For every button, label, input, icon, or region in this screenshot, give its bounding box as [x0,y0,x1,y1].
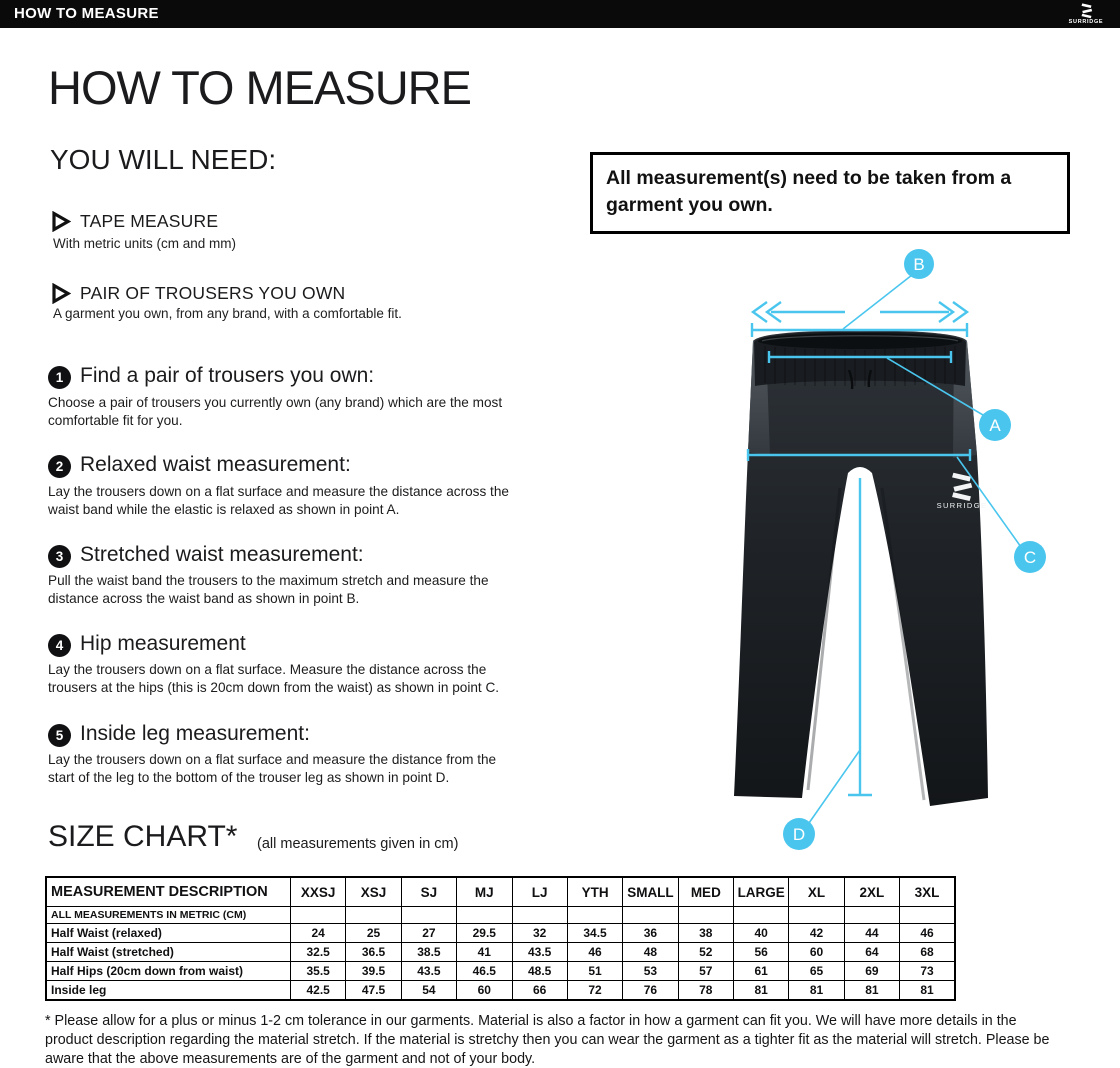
step-body: Choose a pair of trousers you currently own (any brand) which are the most comfortable fit for you. [48,395,503,428]
measurement-value-cell: 36.5 [346,943,401,962]
measurement-value-cell: 64 [844,943,899,962]
measurement-value-cell: 65 [789,962,844,981]
measurement-value-cell: 81 [900,981,955,1001]
step-body: Lay the trousers down on a flat surface and measure the distance across the waist band while the elastic is relaxed as shown in point A. [48,484,509,517]
size-column-header: SMALL [623,877,678,907]
need-item-desc: A garment you own, from any brand, with a comfortable fit. [53,306,402,321]
step-title: Relaxed waist measurement: [80,453,351,476]
size-column-header: LARGE [734,877,789,907]
measurement-value-cell: 43.5 [401,962,456,981]
measurement-value-cell: 76 [623,981,678,1001]
empty-cell [900,907,955,924]
surridge-logo-text: SURRIDGE [1068,19,1104,25]
measurement-value-cell: 48 [623,943,678,962]
size-column-header: YTH [567,877,622,907]
empty-cell [734,907,789,924]
you-will-need-heading: YOU WILL NEED: [50,144,277,175]
measurement-value-cell: 25 [346,924,401,943]
size-column-header: SJ [401,877,456,907]
measurement-value-cell: 57 [678,962,733,981]
size-column-header: 3XL [900,877,955,907]
empty-cell [623,907,678,924]
step-number-badge: 4 [48,634,71,657]
surridge-logo [1056,1,1116,25]
step-number-badge: 2 [48,455,71,478]
measurement-value-cell: 52 [678,943,733,962]
measurement-value-cell: 43.5 [512,943,567,962]
measurement-value-cell: 27 [401,924,456,943]
size-chart-row [46,924,955,943]
step-title: Hip measurement [80,632,246,655]
measurement-value-cell: 56 [734,943,789,962]
empty-cell [844,907,899,924]
measurement-value-cell: 36 [623,924,678,943]
measurement-value-cell: 78 [678,981,733,1001]
trousers-measurement-diagram [690,238,1120,870]
need-item-label: TAPE MEASURE [80,211,219,231]
empty-cell [567,907,622,924]
metric-note-row [46,907,955,924]
need-item-desc: With metric units (cm and mm) [53,236,237,251]
size-column-header: MED [678,877,733,907]
measurement-value-cell: 68 [900,943,955,962]
garment-logo-text: SURRIDGE [936,501,988,510]
measurement-value-cell: 46 [567,943,622,962]
empty-cell [346,907,401,924]
measurement-value-cell: 35.5 [291,962,346,981]
measurement-label-cell: Half Waist (relaxed) [46,924,291,943]
measurement-value-cell: 32 [512,924,567,943]
measurement-value-cell: 38.5 [401,943,456,962]
step-body: Lay the trousers down on a flat surface and measure the distance from the start of the leg to the bottom of the trouser leg as shown in point D. [48,752,497,785]
marker-b-label: B [913,255,925,274]
measurement-value-cell: 38 [678,924,733,943]
step-title: Stretched waist measurement: [80,543,364,566]
measurement-value-cell: 42 [789,924,844,943]
measurement-value-cell: 32.5 [291,943,346,962]
measurement-value-cell: 54 [401,981,456,1001]
measurement-value-cell: 60 [457,981,512,1001]
size-chart-subheading: (all measurements given in cm) [257,836,459,852]
measurement-description-header: MEASUREMENT DESCRIPTION [46,877,291,907]
step-number-badge: 3 [48,545,71,568]
measurement-value-cell: 66 [512,981,567,1001]
size-column-header: MJ [457,877,512,907]
marker-c-label: C [1023,548,1037,567]
measurement-value-cell: 29.5 [457,924,512,943]
measurement-value-cell: 24 [291,924,346,943]
measurement-value-cell: 69 [844,962,899,981]
measurement-value-cell: 73 [900,962,955,981]
need-item-label: PAIR OF TROUSERS YOU OWN [80,283,346,303]
measurement-value-cell: 81 [844,981,899,1001]
size-chart-row [46,981,955,1001]
size-chart-row [46,943,955,962]
step-body: Lay the trousers down on a flat surface. Measure the distance across the trousers at the hips (this is 20cm down from the waist) as shown in point C. [48,662,500,695]
tolerance-footnote: * Please allow for a plus or minus 1-2 cm tolerance in our garments. Material is also a factor in how a garment can fit you. We will have more details in the product description regarding the material stretch. If the material is stretchy then you can wear the garment as a tighter fit as the material will stretch. Please be aware that the above measurements are of the garment and not of your body. [45,1013,1050,1068]
measurement-value-cell: 39.5 [346,962,401,981]
step-title: Inside leg measurement: [80,722,310,745]
size-column-header: XL [789,877,844,907]
step-body: Pull the waist band the trousers to the maximum stretch and measure the distance across the waist band as shown in point B. [48,573,489,606]
size-chart-header-row [46,877,955,907]
measurement-value-cell: 61 [734,962,789,981]
empty-cell [401,907,456,924]
measurement-value-cell: 60 [789,943,844,962]
step-title: Find a pair of trousers you own: [80,364,375,387]
measurement-value-cell: 46 [900,924,955,943]
marker-a-label: A [989,416,1001,435]
measurement-value-cell: 53 [623,962,678,981]
measurement-value-cell: 42.5 [291,981,346,1001]
size-column-header: 2XL [844,877,899,907]
measurement-value-cell: 40 [734,924,789,943]
empty-cell [512,907,567,924]
measurement-value-cell: 81 [734,981,789,1001]
empty-cell [678,907,733,924]
measurement-label-cell: Half Hips (20cm down from waist) [46,962,291,981]
measurement-value-cell: 51 [567,962,622,981]
play-triangle-icon [50,211,71,232]
metric-note-cell: ALL MEASUREMENTS IN METRIC (CM) [46,907,291,924]
surridge-s-icon [1056,2,1116,19]
measurement-value-cell: 72 [567,981,622,1001]
step-number-badge: 1 [48,366,71,389]
measurement-value-cell: 41 [457,943,512,962]
measurement-notice-box: All measurement(s) need to be taken from a garment you own. [590,152,1070,234]
top-bar [0,0,1120,28]
empty-cell [789,907,844,924]
empty-cell [291,907,346,924]
size-chart-heading: SIZE CHART* [48,820,238,853]
measurement-value-cell: 48.5 [512,962,567,981]
empty-cell [457,907,512,924]
measurement-value-cell: 34.5 [567,924,622,943]
measurement-value-cell: 47.5 [346,981,401,1001]
page-title: HOW TO MEASURE [48,61,471,114]
size-column-header: XSJ [346,877,401,907]
size-column-header: LJ [512,877,567,907]
top-bar-title: HOW TO MEASURE [14,5,159,22]
size-chart-row [46,962,955,981]
measurement-value-cell: 46.5 [457,962,512,981]
play-triangle-icon [50,283,71,304]
measurement-label-cell: Half Waist (stretched) [46,943,291,962]
measurement-label-cell: Inside leg [46,981,291,1001]
marker-d-label: D [792,825,806,844]
measurement-value-cell: 44 [844,924,899,943]
size-chart-table [45,876,956,1001]
size-column-header: XXSJ [291,877,346,907]
step-number-badge: 5 [48,724,71,747]
measurement-value-cell: 81 [789,981,844,1001]
